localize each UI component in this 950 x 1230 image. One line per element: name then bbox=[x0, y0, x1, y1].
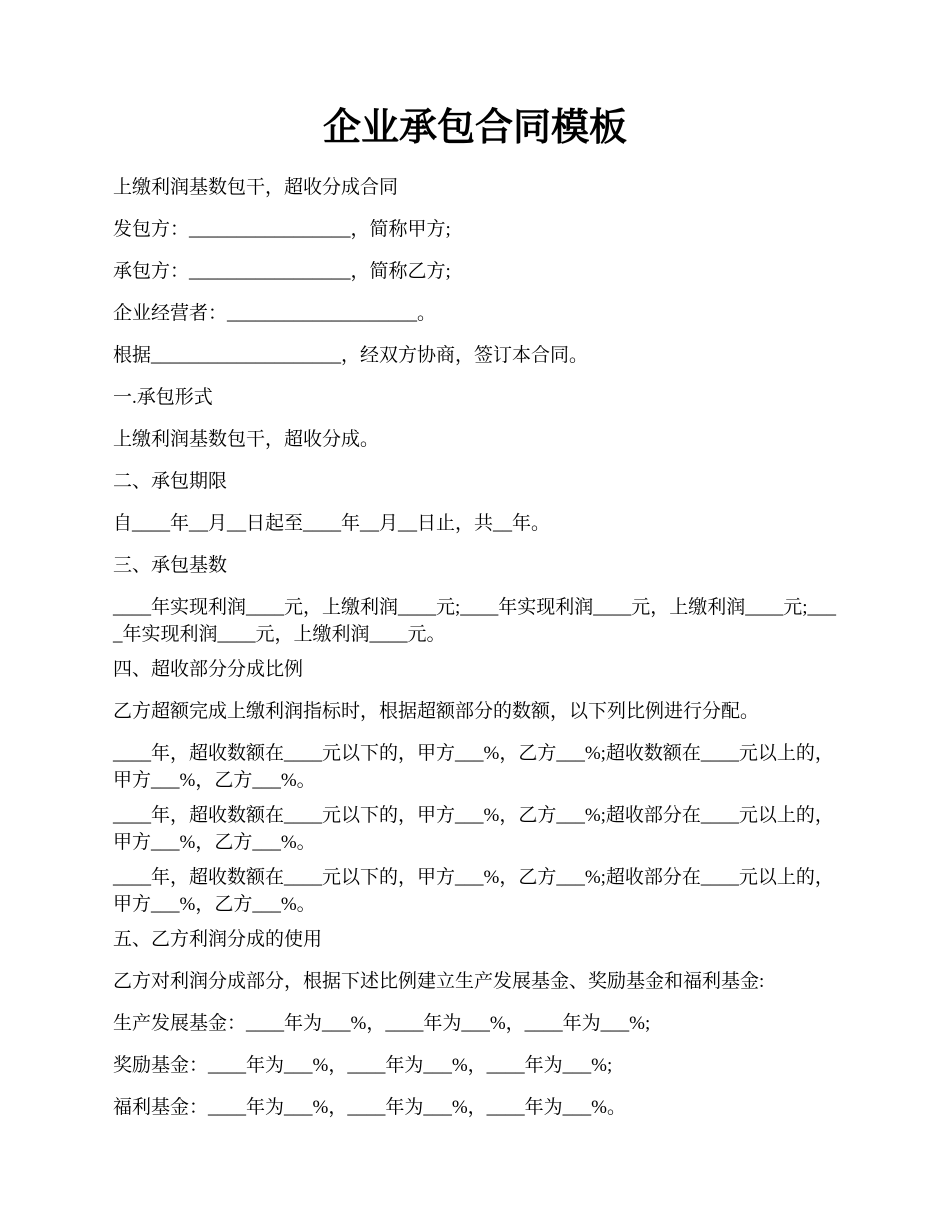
section-4-year-2: ____年，超收数额在____元以下的，甲方___%，乙方___%;超收部分在____元以上的，甲方___%，乙方___%。 bbox=[113, 805, 834, 853]
section-3-heading: 三、承包基数 bbox=[113, 555, 228, 576]
section-4-heading: 四、超收部分分成比例 bbox=[113, 659, 304, 680]
section-5-heading: 五、乙方利润分成的使用 bbox=[113, 929, 323, 950]
section-4-year-1: ____年，超收数额在____元以下的，甲方___%，乙方___%;超收数额在____元以上的，甲方___%，乙方___%。 bbox=[113, 743, 834, 791]
fund-welfare-line: 福利基金：____年为___%，____年为___%，____年为___%。 bbox=[113, 1097, 626, 1118]
fund-reward-line: 奖励基金：____年为___%，____年为___%，____年为___%; bbox=[113, 1055, 613, 1076]
section-1-body: 上缴利润基数包干，超收分成。 bbox=[113, 429, 380, 450]
fund-production-line: 生产发展基金：____年为___%，____年为___%，____年为___%; bbox=[113, 1013, 651, 1034]
section-2-heading: 二、承包期限 bbox=[113, 471, 228, 492]
section-1-heading: 一.承包形式 bbox=[113, 387, 213, 408]
subtitle: 上缴利润基数包干，超收分成合同 bbox=[113, 177, 399, 198]
party-b-line: 承包方：_________________，简称乙方; bbox=[113, 261, 451, 282]
document-title: 企业承包合同模板 bbox=[322, 107, 627, 149]
section-4-intro: 乙方超额完成上缴利润指标时，根据超额部分的数额，以下列比例进行分配。 bbox=[113, 701, 760, 722]
section-2-body: 自____年__月__日起至____年__月__日止，共__年。 bbox=[113, 513, 551, 534]
section-4-year-3: ____年，超收数额在____元以下的，甲方___%，乙方___%;超收部分在____元以上的，甲方___%，乙方___%。 bbox=[113, 867, 834, 915]
operator-line: 企业经营者：____________________。 bbox=[113, 303, 437, 324]
preamble-line: 根据____________________，经双方协商，签订本合同。 bbox=[113, 345, 589, 366]
section-5-intro: 乙方对利润分成部分，根据下述比例建立生产发展基金、奖励基金和福利基金: bbox=[113, 971, 765, 992]
party-a-line: 发包方：_________________，简称甲方; bbox=[113, 219, 451, 240]
section-3-body: ____年实现利润____元，上缴利润____元;____年实现利润____元，上缴利润____元;____年实现利润____元，上缴利润____元。 bbox=[113, 597, 837, 645]
